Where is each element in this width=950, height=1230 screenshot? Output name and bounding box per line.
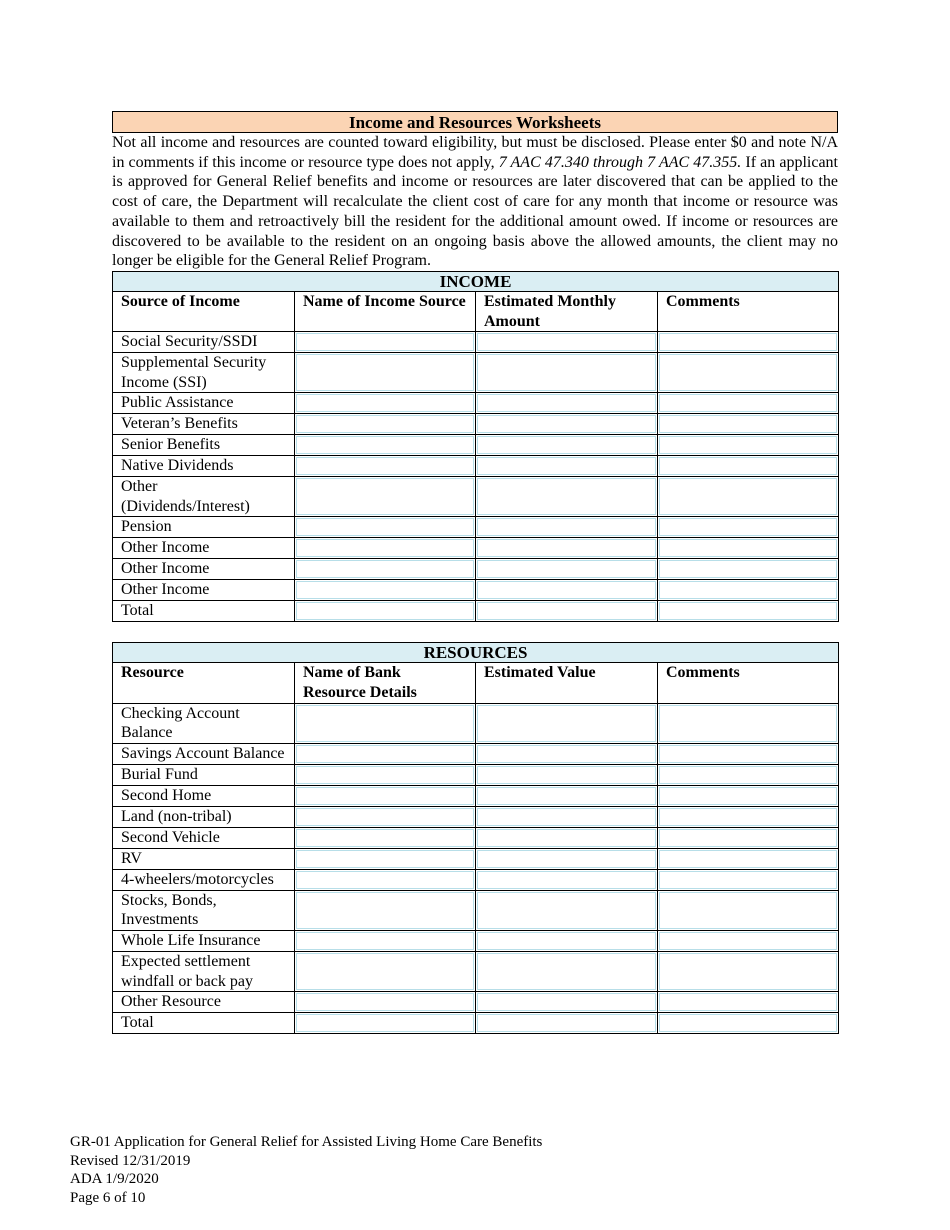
income-row-label: Other Income bbox=[113, 580, 295, 601]
income-amount-field[interactable] bbox=[476, 414, 658, 435]
form-field-box bbox=[296, 436, 474, 454]
form-field-box bbox=[477, 602, 656, 620]
income-name-field[interactable] bbox=[295, 414, 476, 435]
income-col-amount: Estimated Monthly Amount bbox=[476, 291, 658, 331]
form-field-box bbox=[296, 766, 474, 784]
form-field-box bbox=[477, 354, 656, 391]
resources-row-label: RV bbox=[113, 848, 295, 869]
resources-name-field[interactable] bbox=[295, 806, 476, 827]
income-comments-field[interactable] bbox=[658, 517, 839, 538]
income-name-field[interactable] bbox=[295, 435, 476, 456]
income-comments-field[interactable] bbox=[658, 332, 839, 353]
resources-row bbox=[113, 703, 839, 743]
form-field-box bbox=[296, 787, 474, 805]
resources-comments-field[interactable] bbox=[658, 703, 839, 743]
resources-amount-field[interactable] bbox=[476, 827, 658, 848]
form-field-box bbox=[296, 581, 474, 599]
form-field-box bbox=[296, 705, 474, 742]
form-field-box bbox=[296, 829, 474, 847]
income-name-field[interactable] bbox=[295, 580, 476, 601]
resources-name-field[interactable] bbox=[295, 931, 476, 952]
form-field-box bbox=[477, 766, 656, 784]
resources-amount-field[interactable] bbox=[476, 806, 658, 827]
form-field-box bbox=[659, 478, 837, 515]
resources-row-label: Expected settlement windfall or back pay bbox=[113, 952, 295, 992]
worksheet-title: Income and Resources Worksheets bbox=[112, 111, 838, 133]
income-amount-field[interactable] bbox=[476, 538, 658, 559]
form-field-box bbox=[477, 705, 656, 742]
resources-amount-field[interactable] bbox=[476, 952, 658, 992]
resources-row-label: Whole Life Insurance bbox=[113, 931, 295, 952]
form-field-box bbox=[659, 993, 837, 1011]
resources-name-field[interactable] bbox=[295, 703, 476, 743]
income-row-label: Other Income bbox=[113, 559, 295, 580]
worksheet-intro bbox=[112, 133, 838, 271]
income-amount-field[interactable] bbox=[476, 332, 658, 353]
income-col-name: Name of Income Source bbox=[295, 291, 476, 331]
resources-amount-field[interactable] bbox=[476, 703, 658, 743]
form-field-box bbox=[296, 871, 474, 889]
form-field-box bbox=[296, 953, 474, 990]
resources-row bbox=[113, 1013, 839, 1034]
form-field-box bbox=[659, 808, 837, 826]
form-field-box bbox=[477, 871, 656, 889]
form-field-box bbox=[477, 850, 656, 868]
form-field-box bbox=[296, 457, 474, 475]
income-name-field[interactable] bbox=[295, 353, 476, 393]
resources-name-field[interactable] bbox=[295, 764, 476, 785]
resources-row-label: Other Resource bbox=[113, 992, 295, 1013]
resources-row-label: Stocks, Bonds, Investments bbox=[113, 890, 295, 930]
income-comments-field[interactable] bbox=[658, 538, 839, 559]
resources-row bbox=[113, 806, 839, 827]
income-row bbox=[113, 559, 839, 580]
form-field-box bbox=[296, 539, 474, 557]
form-field-box bbox=[477, 436, 656, 454]
intro-text-1: Not all income and resources are counted toward eligibility, but must be disclosed. Please enter $0 and note N/A in comments if this income or resource type does not apply, bbox=[112, 134, 838, 171]
resources-col-resource: Resource bbox=[113, 663, 295, 703]
resources-row-label: Checking Account Balance bbox=[113, 703, 295, 743]
income-row-label: Social Security/SSDI bbox=[113, 332, 295, 353]
intro-text-2: If an applicant is approved for General Relief benefits and income or resources are later discovered that can be applied to the cost of care, the Department will recalculate the client cost of care for any month that income or resource was available to them and retroactively bill the resident for the additional amount owed. If income or resources are discovered to be available to the resident on an ongoing basis above the allowed amounts, the client may no longer be eligible for the General Relief Program. bbox=[112, 153, 838, 270]
income-row bbox=[113, 477, 839, 517]
form-field-box bbox=[659, 766, 837, 784]
resources-col-value: Estimated Value bbox=[476, 663, 658, 703]
resources-amount-field[interactable] bbox=[476, 1013, 658, 1034]
resources-row-label: 4-wheelers/motorcycles bbox=[113, 869, 295, 890]
form-field-box bbox=[477, 478, 656, 515]
income-row bbox=[113, 393, 839, 414]
income-row-label: Other Income bbox=[113, 538, 295, 559]
resources-comments-field[interactable] bbox=[658, 931, 839, 952]
form-field-box bbox=[659, 787, 837, 805]
income-comments-field[interactable] bbox=[658, 559, 839, 580]
form-field-box bbox=[659, 394, 837, 412]
form-field-box bbox=[659, 1014, 837, 1032]
form-field-box bbox=[659, 518, 837, 536]
income-row bbox=[113, 414, 839, 435]
resources-col-bank: Name of Bank Resource Details bbox=[295, 663, 476, 703]
income-row-label: Other (Dividends/Interest) bbox=[113, 477, 295, 517]
form-field-box bbox=[659, 953, 837, 990]
resources-amount-field[interactable] bbox=[476, 764, 658, 785]
income-row bbox=[113, 332, 839, 353]
form-field-box bbox=[296, 478, 474, 515]
form-field-box bbox=[477, 581, 656, 599]
income-comments-field[interactable] bbox=[658, 393, 839, 414]
income-amount-field[interactable] bbox=[476, 517, 658, 538]
form-field-box bbox=[477, 518, 656, 536]
form-field-box bbox=[659, 705, 837, 742]
resources-row bbox=[113, 952, 839, 992]
resources-comments-field[interactable] bbox=[658, 952, 839, 992]
income-comments-field[interactable] bbox=[658, 353, 839, 393]
income-row-label: Public Assistance bbox=[113, 393, 295, 414]
income-row bbox=[113, 517, 839, 538]
resources-row bbox=[113, 848, 839, 869]
form-field-box bbox=[659, 932, 837, 950]
income-comments-field[interactable] bbox=[658, 580, 839, 601]
form-field-box bbox=[477, 932, 656, 950]
form-field-box bbox=[659, 850, 837, 868]
resources-name-field[interactable] bbox=[295, 952, 476, 992]
form-field-box bbox=[296, 745, 474, 763]
income-col-source: Source of Income bbox=[113, 291, 295, 331]
page-footer bbox=[70, 1133, 542, 1207]
income-row bbox=[113, 580, 839, 601]
form-field-box bbox=[659, 560, 837, 578]
income-amount-field[interactable] bbox=[476, 353, 658, 393]
income-row bbox=[113, 435, 839, 456]
form-field-box bbox=[477, 808, 656, 826]
income-row-label: Native Dividends bbox=[113, 456, 295, 477]
form-field-box bbox=[477, 993, 656, 1011]
income-amount-field[interactable] bbox=[476, 601, 658, 622]
resources-row bbox=[113, 992, 839, 1013]
income-name-field[interactable] bbox=[295, 559, 476, 580]
income-row-label: Senior Benefits bbox=[113, 435, 295, 456]
resources-amount-field[interactable] bbox=[476, 869, 658, 890]
resources-row-label: Second Home bbox=[113, 785, 295, 806]
resources-comments-field[interactable] bbox=[658, 785, 839, 806]
income-comments-field[interactable] bbox=[658, 456, 839, 477]
resources-amount-field[interactable] bbox=[476, 848, 658, 869]
resources-comments-field[interactable] bbox=[658, 827, 839, 848]
worksheet-page bbox=[112, 111, 838, 1034]
resources-name-field[interactable] bbox=[295, 743, 476, 764]
form-field-box bbox=[477, 1014, 656, 1032]
form-field-box bbox=[477, 457, 656, 475]
resources-comments-field[interactable] bbox=[658, 764, 839, 785]
form-field-box bbox=[296, 394, 474, 412]
income-comments-field[interactable] bbox=[658, 414, 839, 435]
income-amount-field[interactable] bbox=[476, 580, 658, 601]
form-field-box bbox=[296, 850, 474, 868]
income-name-field[interactable] bbox=[295, 393, 476, 414]
income-col-comments: Comments bbox=[658, 291, 839, 331]
income-row bbox=[113, 353, 839, 393]
income-row-label: Veteran’s Benefits bbox=[113, 414, 295, 435]
resources-amount-field[interactable] bbox=[476, 785, 658, 806]
resources-row-label: Second Vehicle bbox=[113, 827, 295, 848]
resources-row bbox=[113, 931, 839, 952]
form-field-box bbox=[659, 871, 837, 889]
intro-citation: 7 AAC 47.340 through 7 AAC 47.355. bbox=[498, 153, 742, 171]
form-field-box bbox=[659, 829, 837, 847]
income-row bbox=[113, 456, 839, 477]
income-heading: INCOME bbox=[113, 271, 839, 291]
income-name-field[interactable] bbox=[295, 538, 476, 559]
form-field-box bbox=[477, 333, 656, 351]
resources-comments-field[interactable] bbox=[658, 992, 839, 1013]
resources-row bbox=[113, 764, 839, 785]
resources-name-field[interactable] bbox=[295, 992, 476, 1013]
form-field-box bbox=[477, 560, 656, 578]
income-row-label: Total bbox=[113, 601, 295, 622]
income-name-field[interactable] bbox=[295, 456, 476, 477]
form-field-box bbox=[659, 892, 837, 929]
form-field-box bbox=[296, 602, 474, 620]
form-field-box bbox=[477, 829, 656, 847]
form-field-box bbox=[477, 892, 656, 929]
footer-page-number: Page 6 of 10 bbox=[70, 1189, 146, 1206]
form-field-box bbox=[477, 539, 656, 557]
income-name-field[interactable] bbox=[295, 477, 476, 517]
form-field-box bbox=[477, 953, 656, 990]
form-field-box bbox=[296, 415, 474, 433]
income-amount-field[interactable] bbox=[476, 559, 658, 580]
form-field-box bbox=[477, 745, 656, 763]
form-field-box bbox=[477, 415, 656, 433]
form-field-box bbox=[659, 457, 837, 475]
income-amount-field[interactable] bbox=[476, 435, 658, 456]
form-field-box bbox=[296, 932, 474, 950]
form-field-box bbox=[296, 892, 474, 929]
resources-table bbox=[112, 642, 839, 1034]
resources-heading: RESOURCES bbox=[113, 643, 839, 663]
form-field-box bbox=[296, 1014, 474, 1032]
income-name-field[interactable] bbox=[295, 517, 476, 538]
resources-name-field[interactable] bbox=[295, 890, 476, 930]
form-field-box bbox=[296, 560, 474, 578]
form-field-box bbox=[659, 415, 837, 433]
form-field-box bbox=[296, 808, 474, 826]
income-table bbox=[112, 271, 839, 623]
resources-row bbox=[113, 785, 839, 806]
income-comments-field[interactable] bbox=[658, 477, 839, 517]
form-field-box bbox=[296, 993, 474, 1011]
resources-comments-field[interactable] bbox=[658, 743, 839, 764]
resources-name-field[interactable] bbox=[295, 827, 476, 848]
resources-row bbox=[113, 890, 839, 930]
income-amount-field[interactable] bbox=[476, 456, 658, 477]
resources-row-label: Total bbox=[113, 1013, 295, 1034]
resources-comments-field[interactable] bbox=[658, 848, 839, 869]
resources-row bbox=[113, 743, 839, 764]
resources-name-field[interactable] bbox=[295, 1013, 476, 1034]
form-field-box bbox=[659, 745, 837, 763]
income-comments-field[interactable] bbox=[658, 601, 839, 622]
form-field-box bbox=[296, 518, 474, 536]
resources-name-field[interactable] bbox=[295, 869, 476, 890]
resources-row bbox=[113, 869, 839, 890]
form-field-box bbox=[296, 333, 474, 351]
resources-name-field[interactable] bbox=[295, 785, 476, 806]
footer-form-title: GR-01 Application for General Relief for Assisted Living Home Care Benefits bbox=[70, 1134, 543, 1150]
income-name-field[interactable] bbox=[295, 601, 476, 622]
form-field-box bbox=[659, 333, 837, 351]
income-row-label: Pension bbox=[113, 517, 295, 538]
resources-comments-field[interactable] bbox=[658, 869, 839, 890]
footer-ada: ADA 1/9/2020 bbox=[70, 1171, 159, 1187]
resources-col-comments: Comments bbox=[658, 663, 839, 703]
resources-amount-field[interactable] bbox=[476, 890, 658, 930]
form-field-box bbox=[659, 436, 837, 454]
resources-row-label: Land (non-tribal) bbox=[113, 806, 295, 827]
form-field-box bbox=[296, 354, 474, 391]
resources-row-label: Savings Account Balance bbox=[113, 743, 295, 764]
resources-comments-field[interactable] bbox=[658, 890, 839, 930]
form-field-box bbox=[659, 354, 837, 391]
resources-amount-field[interactable] bbox=[476, 992, 658, 1013]
form-field-box bbox=[477, 394, 656, 412]
form-field-box bbox=[659, 602, 837, 620]
resources-name-field[interactable] bbox=[295, 848, 476, 869]
income-row bbox=[113, 601, 839, 622]
form-field-box bbox=[659, 539, 837, 557]
income-amount-field[interactable] bbox=[476, 477, 658, 517]
resources-comments-field[interactable] bbox=[658, 1013, 839, 1034]
resources-comments-field[interactable] bbox=[658, 806, 839, 827]
income-amount-field[interactable] bbox=[476, 393, 658, 414]
income-name-field[interactable] bbox=[295, 332, 476, 353]
resources-row bbox=[113, 827, 839, 848]
income-row bbox=[113, 538, 839, 559]
footer-revised: Revised 12/31/2019 bbox=[70, 1152, 191, 1169]
form-field-box bbox=[477, 787, 656, 805]
income-comments-field[interactable] bbox=[658, 435, 839, 456]
form-field-box bbox=[659, 581, 837, 599]
income-row-label: Supplemental Security Income (SSI) bbox=[113, 353, 295, 393]
resources-row-label: Burial Fund bbox=[113, 764, 295, 785]
resources-amount-field[interactable] bbox=[476, 931, 658, 952]
resources-amount-field[interactable] bbox=[476, 743, 658, 764]
